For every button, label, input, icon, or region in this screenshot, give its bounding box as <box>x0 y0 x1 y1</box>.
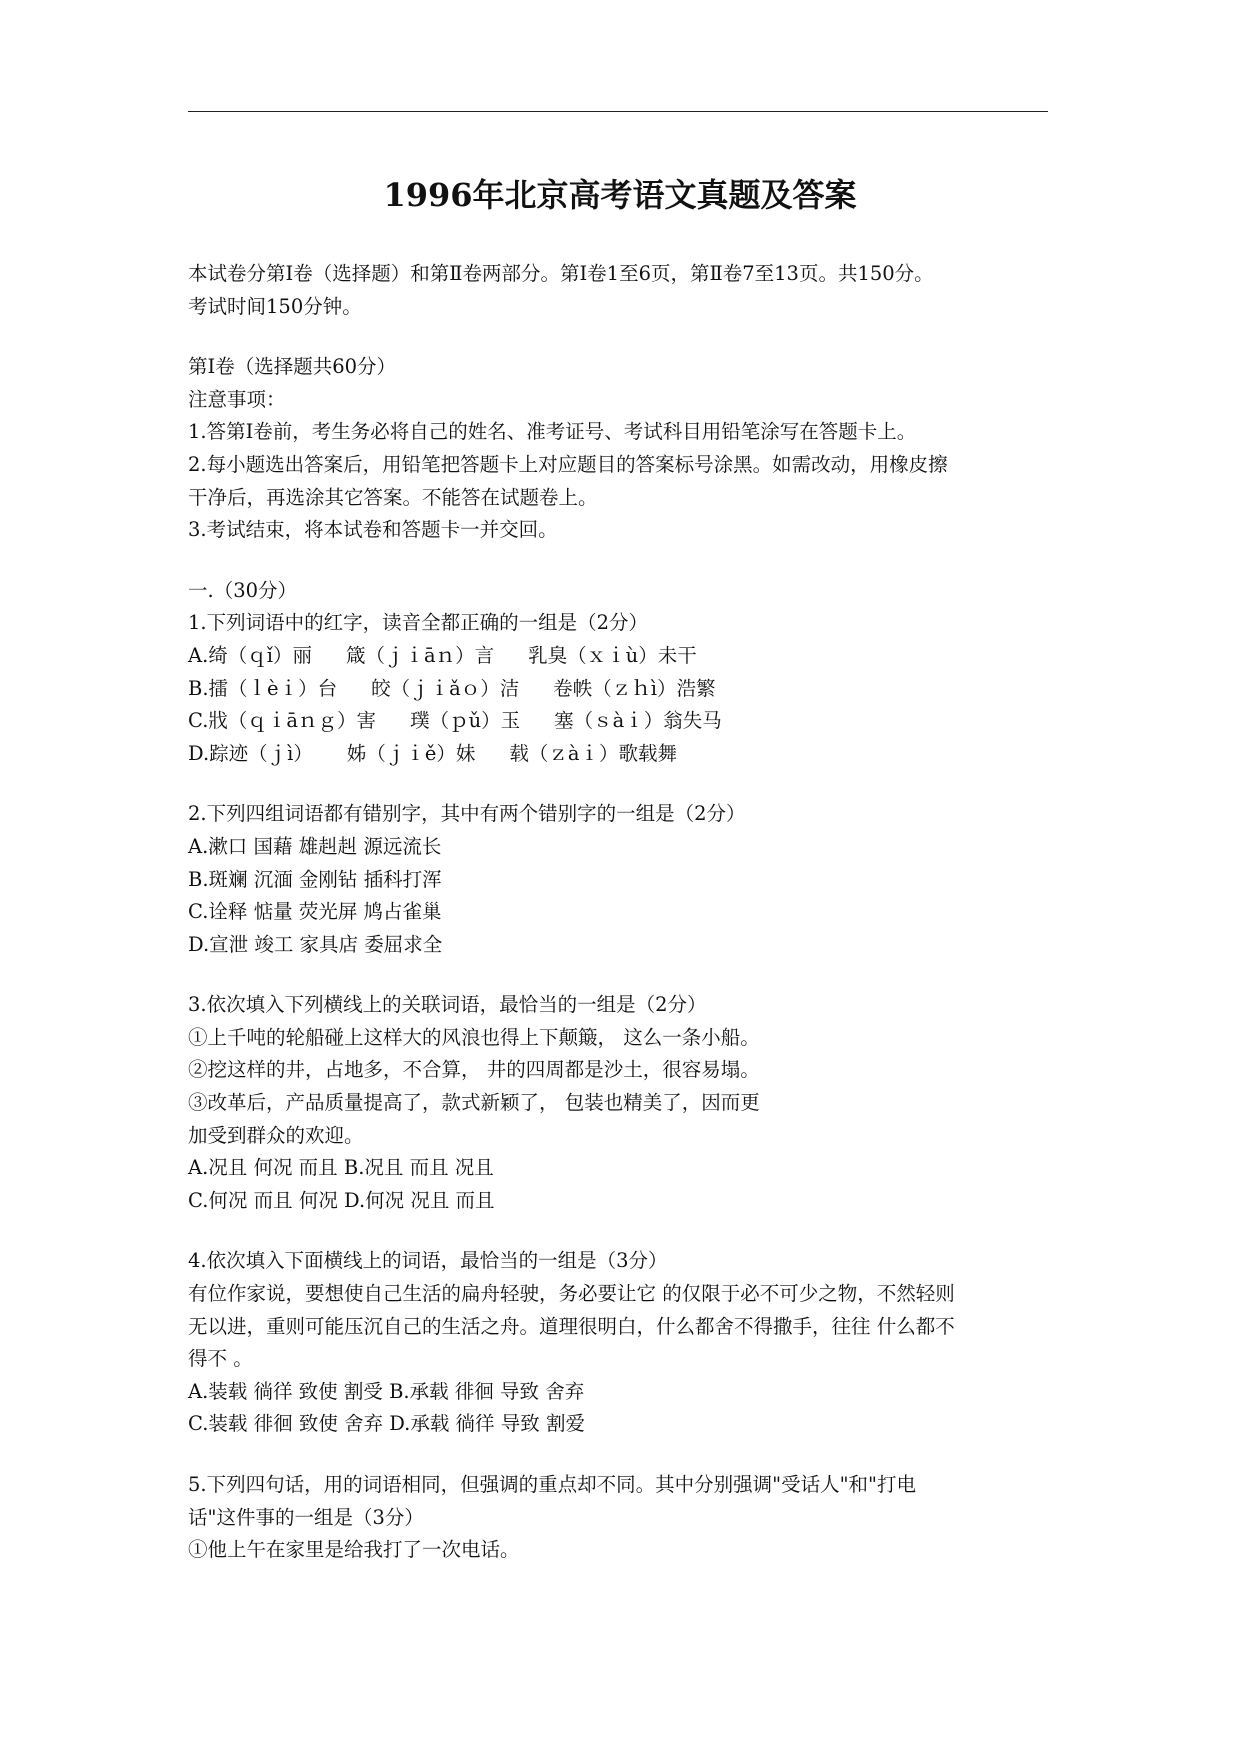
options-ab: A.况且 何况 而且 B.况且 而且 况且 <box>188 1156 494 1180</box>
section-heading: 第Ⅰ卷（选择题共60分） <box>188 355 397 379</box>
option-a: A.绮（ｑǐ）丽 箴（ｊｉāｎ）言 乳臭（ｘｉù）未干 <box>188 643 697 667</box>
option-d: D.宣泄 竣工 家具店 委屈求全 <box>188 932 443 956</box>
intro-line: 考试时间150分钟。 <box>188 294 362 318</box>
part-heading: 一.（30分） <box>188 578 298 602</box>
question-text: 有位作家说，要想使自己生活的扁舟轻驶，务必要让它 的仅限于必不可少之物，不然轻则 <box>188 1282 955 1306</box>
notice-heading: 注意事项： <box>188 387 286 411</box>
option-c: C.诠释 惦量 荧光屏 鸠占雀巢 <box>188 900 442 924</box>
question-stem: 2.下列四组词语都有错别字，其中有两个错别字的一组是（2分） <box>188 802 746 826</box>
notice-item: 干净后，再选涂其它答案。不能答在试题卷上。 <box>188 485 598 509</box>
question-text: ①他上午在家里是给我打了一次电话。 <box>188 1538 520 1562</box>
option-d: D.踪迹（ｊì） 姊（ｊｉě）妹 载（ｚàｉ）歌载舞 <box>188 741 678 765</box>
page-title: 1996年北京高考语文真题及答案 <box>383 176 857 214</box>
question-text: ①上千吨的轮船碰上这样大的风浪也得上下颠簸， 这么一条小船。 <box>188 1025 760 1049</box>
question-text: 加受到群众的欢迎。 <box>188 1123 364 1147</box>
question-stem: 1.下列词语中的红字，读音全都正确的一组是（2分） <box>188 611 649 635</box>
question-stem: 4.依次填入下面横线上的词语，最恰当的一组是（3分） <box>188 1249 668 1273</box>
question-text: ③改革后，产品质量提高了，款式新颖了， 包装也精美了，因而更 <box>188 1091 760 1115</box>
option-b: B.擂（ｌèｉ）台 皎（ｊｉǎｏ）洁 卷帙（ｚｈì）浩繁 <box>188 676 716 700</box>
option-a: A.漱口 国藉 雄赳赳 源远流长 <box>188 834 442 858</box>
option-b: B.斑斓 沉湎 金刚钻 插科打浑 <box>188 867 442 891</box>
intro-line: 本试卷分第Ⅰ卷（选择题）和第Ⅱ卷两部分。第Ⅰ卷1至6页，第Ⅱ卷7至13页。共150分。 <box>188 262 934 285</box>
question-stem: 5.下列四句话，用的词语相同，但强调的重点却不同。其中分别强调"受话人"和"打电 <box>188 1473 917 1496</box>
options-ab: A.装载 徜徉 致使 割受 B.承载 徘徊 导致 舍弃 <box>188 1379 585 1403</box>
options-cd: C.装载 徘徊 致使 舍弃 D.承载 徜徉 导致 割爱 <box>188 1412 585 1436</box>
question-stem: 3.依次填入下列横线上的关联词语，最恰当的一组是（2分） <box>188 993 707 1017</box>
notice-item: 3.考试结束，将本试卷和答题卡一并交回。 <box>188 518 558 542</box>
notice-item: 1.答第Ⅰ卷前，考生务必将自己的姓名、准考证号、考试科目用铅笔涂写在答题卡上。 <box>188 420 917 444</box>
option-c: C.戕（ｑｉāｎｇ）害 璞（ｐǔ）玉 塞（ｓàｉ）翁失马 <box>188 709 722 733</box>
options-cd: C.何况 而且 何况 D.何况 况且 而且 <box>188 1188 495 1212</box>
question-text: 得不 。 <box>188 1347 253 1371</box>
question-text: 无以进，重则可能压沉自己的生活之舟。道理很明白，什么都舍不得撒手，往往 什么都不 <box>188 1314 955 1338</box>
question-text: ②挖这样的井，占地多，不合算， 井的四周都是沙土，很容易塌。 <box>188 1058 760 1082</box>
header-rule <box>188 111 1048 112</box>
document-body <box>188 258 1068 1567</box>
question-stem: 话"这件事的一组是（3分） <box>188 1505 424 1529</box>
notice-item: 2.每小题选出答案后，用铅笔把答题卡上对应题目的答案标号涂黑。如需改动，用橡皮擦 <box>188 452 948 476</box>
